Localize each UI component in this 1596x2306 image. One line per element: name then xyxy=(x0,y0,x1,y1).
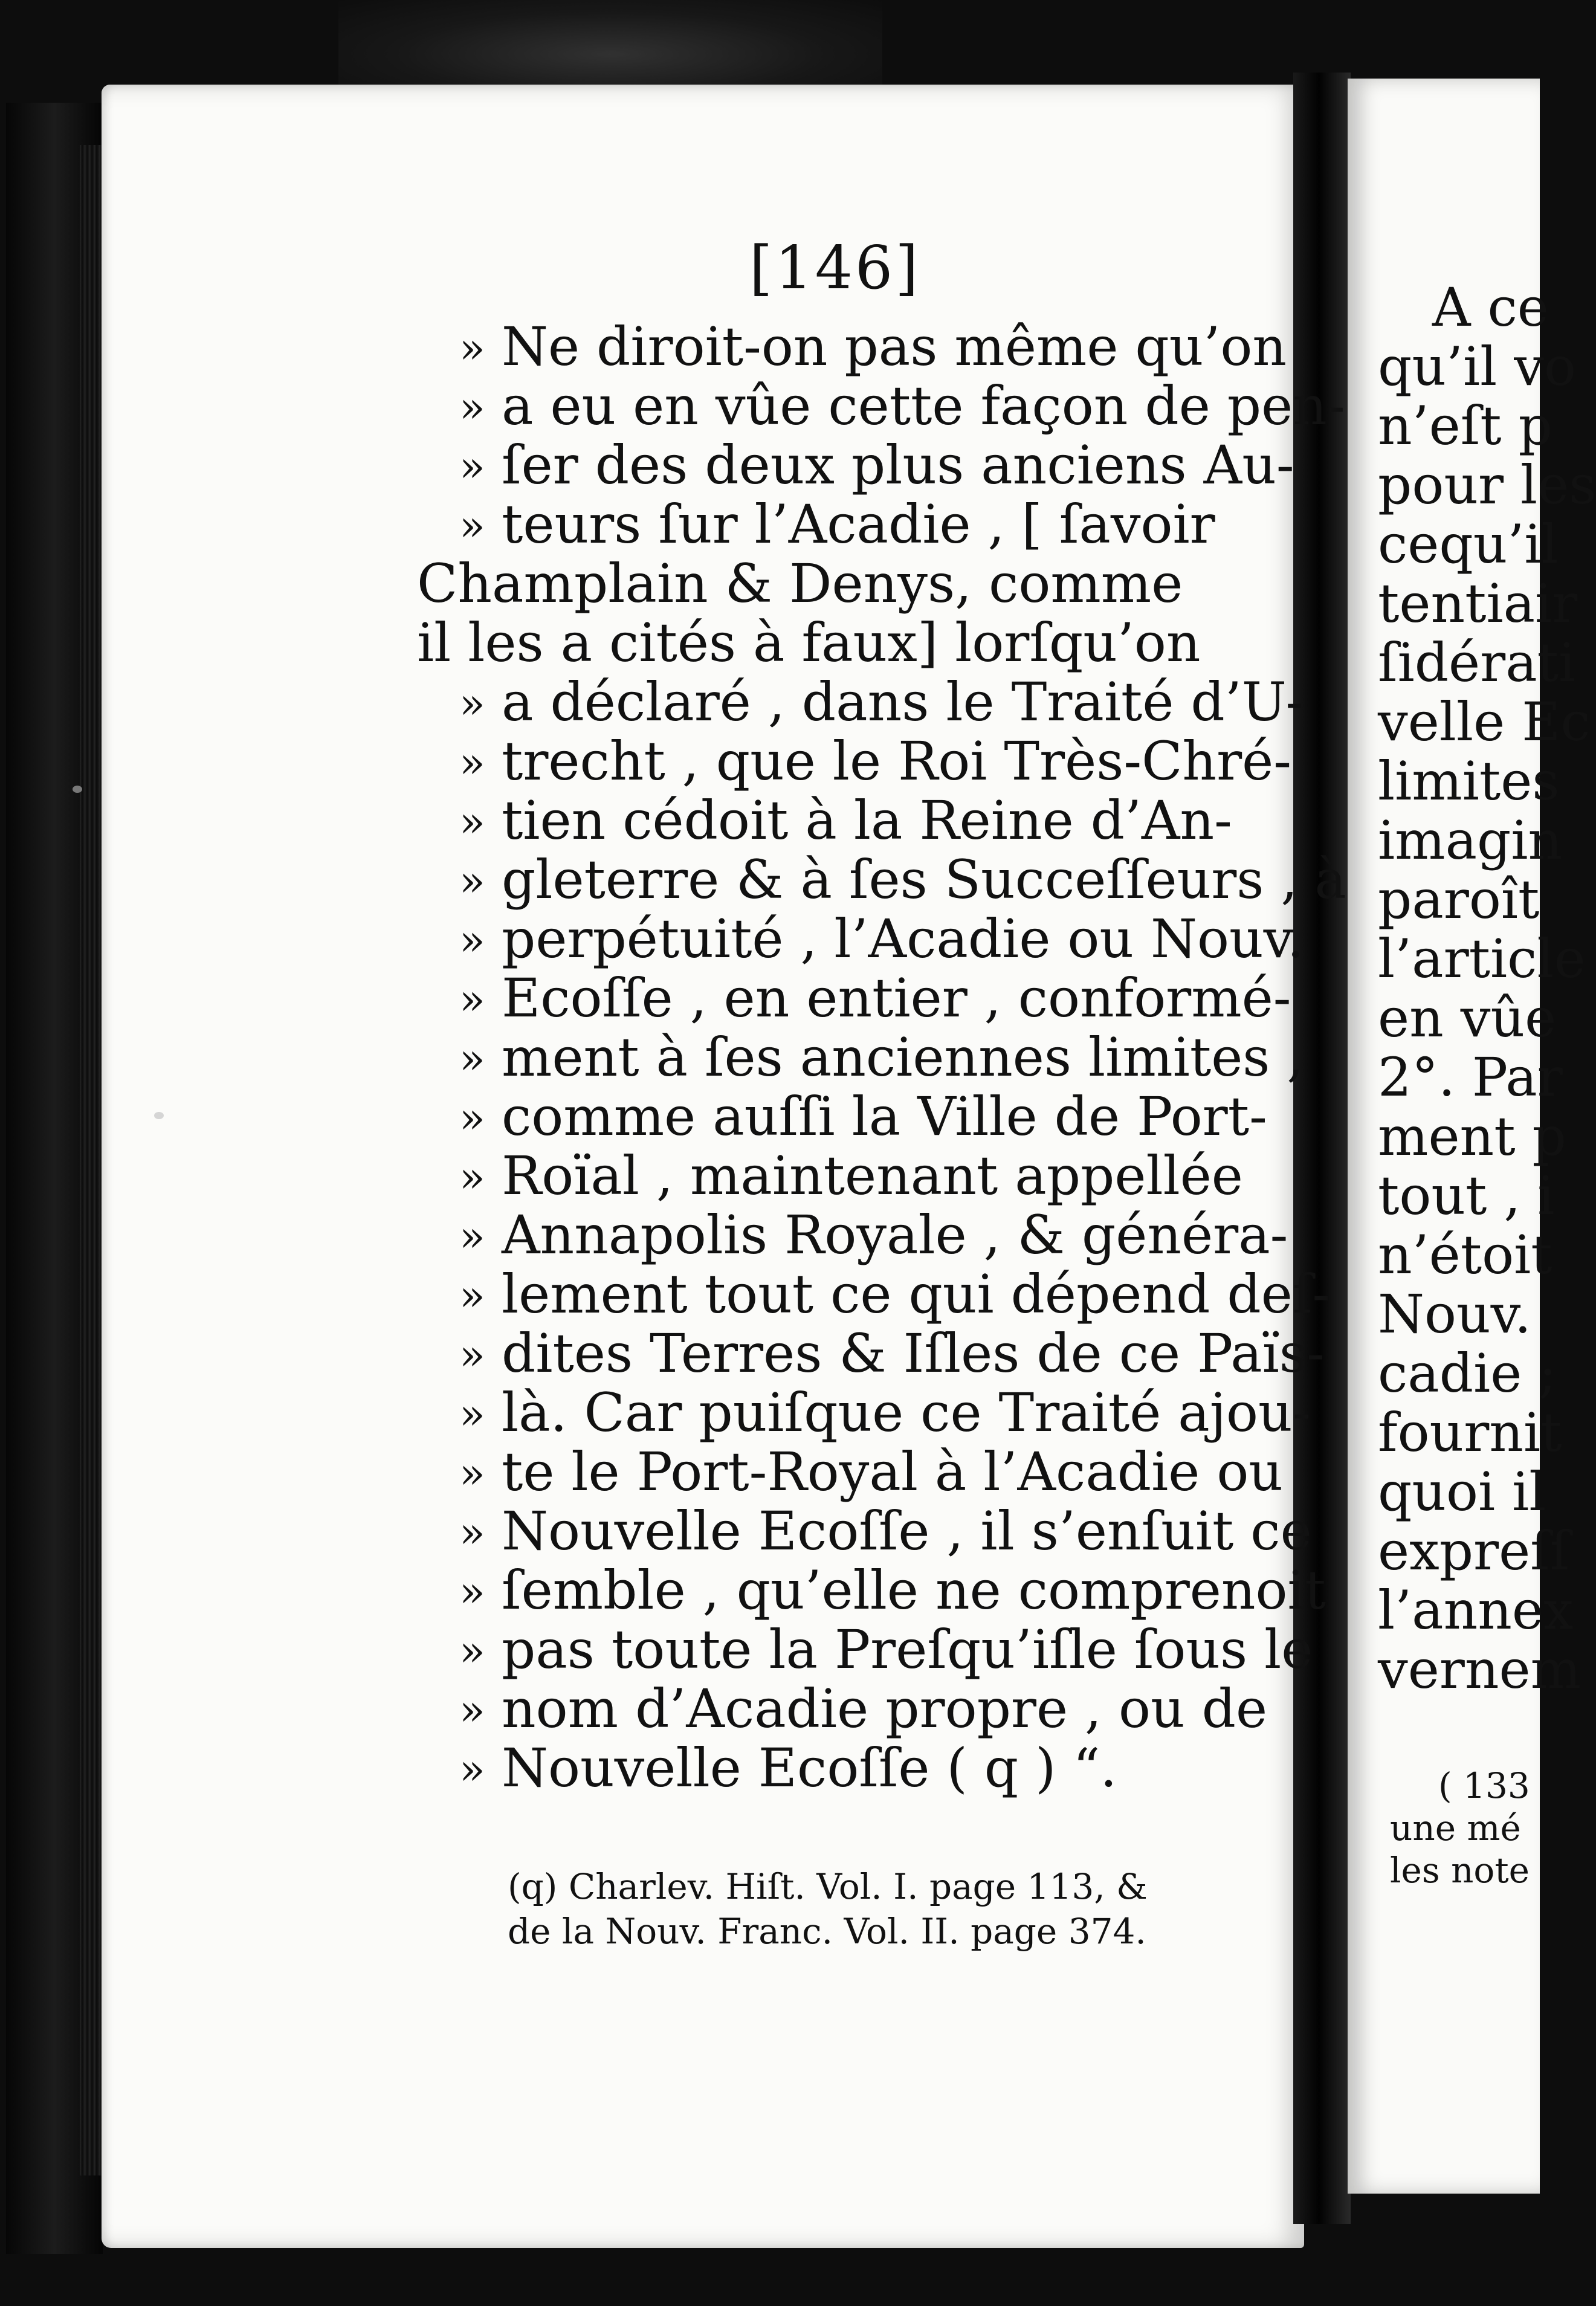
line-text: ment à ſes anciennes limites , xyxy=(502,1026,1304,1088)
line-text: Champlain & Denys, comme xyxy=(417,552,1183,615)
right-text-line: n’eſt p xyxy=(1378,395,1552,457)
guillemet-mark: » xyxy=(459,1093,485,1143)
right-text-line: fournit xyxy=(1378,1401,1562,1464)
line-text: Nouvelle Ecoſſe ( q ) “. xyxy=(502,1737,1117,1799)
right-note-line: ( 133 xyxy=(1438,1765,1530,1806)
line-text: Ne diroit-on pas même qu’on xyxy=(502,315,1287,378)
line-text: pas toute la Preſqu’iſle ſous le xyxy=(502,1618,1313,1681)
guillemet-mark: » xyxy=(459,501,485,551)
line-text: Annapolis Royale , & généra- xyxy=(502,1204,1288,1266)
guillemet-mark: » xyxy=(459,1271,485,1320)
guillemet-mark: » xyxy=(459,1212,485,1261)
line-text: a eu en vûe cette façon de pen- xyxy=(502,375,1345,437)
line-text: a déclaré , dans le Traité d’U- xyxy=(502,671,1304,733)
guillemet-mark: » xyxy=(459,856,485,906)
right-text-line: velle Ec xyxy=(1378,691,1591,753)
text-line xyxy=(459,1559,1326,1621)
text-line xyxy=(459,1028,1305,1087)
right-text-line: vernem xyxy=(1378,1638,1581,1700)
text-line xyxy=(459,1679,1305,1739)
guillemet-mark: » xyxy=(459,1152,485,1202)
right-text-line: A ce xyxy=(1432,276,1549,338)
text-line xyxy=(459,791,1305,850)
text-line xyxy=(459,317,1305,376)
text-line xyxy=(459,1087,1305,1146)
guillemet-mark: » xyxy=(459,1745,485,1794)
right-text-line: l’annex xyxy=(1378,1579,1574,1641)
guillemet-mark: » xyxy=(459,1508,485,1557)
footnote-line: (q) Charlev. Hiſt. Vol. I. page 113, & xyxy=(508,1866,1148,1907)
guillemet-mark: » xyxy=(459,975,485,1024)
text-line xyxy=(459,1618,1313,1681)
guillemet-mark: » xyxy=(459,738,485,787)
line-text: Roïal , maintenant appellée xyxy=(502,1145,1243,1207)
text-line xyxy=(459,436,1305,495)
text-line xyxy=(459,1442,1305,1502)
footnote-line: de la Nouv. Franc. Vol. II. page 374. xyxy=(508,1911,1146,1952)
text-line xyxy=(459,1500,1312,1562)
right-text-line: Nouv. xyxy=(1378,1283,1531,1345)
right-text-line: cadie ; xyxy=(1378,1342,1557,1404)
paper-speck xyxy=(154,1112,164,1119)
line-text: lement tout ce qui dépend deſ- xyxy=(502,1263,1331,1325)
text-line xyxy=(459,732,1305,791)
guillemet-mark: » xyxy=(459,1449,485,1498)
text-line xyxy=(459,375,1345,437)
text-line xyxy=(417,613,1305,673)
line-text: il les a cités à faux] lorſqu’on xyxy=(417,612,1201,674)
right-text-line: quoi il xyxy=(1378,1461,1546,1523)
text-line xyxy=(459,969,1305,1028)
text-line xyxy=(459,1263,1331,1325)
guillemet-mark: » xyxy=(459,383,485,432)
guillemet-mark: » xyxy=(459,1389,485,1439)
text-line xyxy=(459,1322,1325,1384)
right-page-body xyxy=(1378,276,1596,1700)
right-text-line: en vûe xyxy=(1378,987,1557,1049)
line-text: ſer des deux plus anciens Au- xyxy=(502,434,1294,496)
line-text: nom d’Acadie propre , ou de xyxy=(502,1678,1268,1740)
text-line xyxy=(459,1739,1305,1798)
line-text: comme auſſi la Ville de Port- xyxy=(502,1085,1267,1148)
line-text: dites Terres & Iſles de ce Païs- xyxy=(502,1322,1325,1384)
guillemet-mark: » xyxy=(459,679,485,728)
line-text: là. Car puiſque ce Traité ajou- xyxy=(502,1381,1311,1444)
line-text: Ecoſſe , en entier , conformé- xyxy=(502,967,1291,1029)
right-text-line: imagin xyxy=(1378,809,1563,871)
right-text-line: expreſſ xyxy=(1378,1520,1570,1582)
text-line xyxy=(459,909,1305,969)
guillemet-mark: » xyxy=(459,1034,485,1084)
guillemet-mark: » xyxy=(459,323,485,373)
right-text-line: 2°. Par xyxy=(1378,1046,1563,1108)
line-text: tien cédoit à la Reine d’An- xyxy=(502,789,1232,851)
line-text: te le Port-Royal à l’Acadie ou xyxy=(502,1441,1283,1503)
right-text-line: l’article xyxy=(1378,928,1586,990)
right-text-line: paroît xyxy=(1378,868,1540,931)
line-text: trecht , que le Roi Très-Chré- xyxy=(502,730,1291,792)
right-text-line: tout , i xyxy=(1378,1164,1555,1227)
right-text-line: cequ’il xyxy=(1378,513,1559,575)
left-page-body xyxy=(417,315,1346,1799)
text-line xyxy=(459,1206,1305,1265)
page-number: [146] xyxy=(749,234,921,303)
right-text-line: ment p xyxy=(1378,1105,1566,1168)
text-line xyxy=(459,848,1346,911)
text-line xyxy=(459,1381,1311,1444)
right-page-notes xyxy=(1390,1765,1547,1891)
line-text: Nouvelle Ecoſſe , il s’enſuit ce xyxy=(502,1500,1312,1562)
guillemet-mark: » xyxy=(459,1330,485,1380)
right-text-line: limites xyxy=(1378,750,1560,812)
text-line xyxy=(459,495,1305,554)
text-line xyxy=(459,673,1305,732)
guillemet-mark: » xyxy=(459,1685,485,1735)
guillemet-mark: » xyxy=(459,1567,485,1616)
page-edges xyxy=(80,145,102,2175)
guillemet-mark: » xyxy=(459,797,485,847)
line-text: teurs ſur l’Acadie , [ ſavoir xyxy=(502,493,1215,555)
guillemet-mark: » xyxy=(459,916,485,965)
text-line xyxy=(459,1146,1305,1206)
line-text: ſemble , qu’elle ne comprenoit xyxy=(502,1559,1326,1621)
guillemet-mark: » xyxy=(459,442,485,491)
right-text-line: n’étoit xyxy=(1378,1224,1552,1286)
guillemet-mark: » xyxy=(459,1626,485,1676)
left-page-footnotes xyxy=(508,1864,1311,1954)
text-line xyxy=(417,554,1305,613)
right-text-line: pour les xyxy=(1378,454,1596,516)
line-text: perpétuité , l’Acadie ou Nouv. xyxy=(502,908,1304,970)
right-text-line: qu’il vo xyxy=(1378,335,1576,398)
right-text-line: tentiair xyxy=(1378,572,1578,635)
paper-speck xyxy=(73,786,82,793)
right-text-line: ſidérati xyxy=(1378,631,1576,694)
right-note-line: les note xyxy=(1390,1850,1530,1891)
right-note-line: une mé xyxy=(1390,1807,1521,1849)
line-text: gleterre & à ſes Succeſſeurs , à xyxy=(502,848,1346,911)
